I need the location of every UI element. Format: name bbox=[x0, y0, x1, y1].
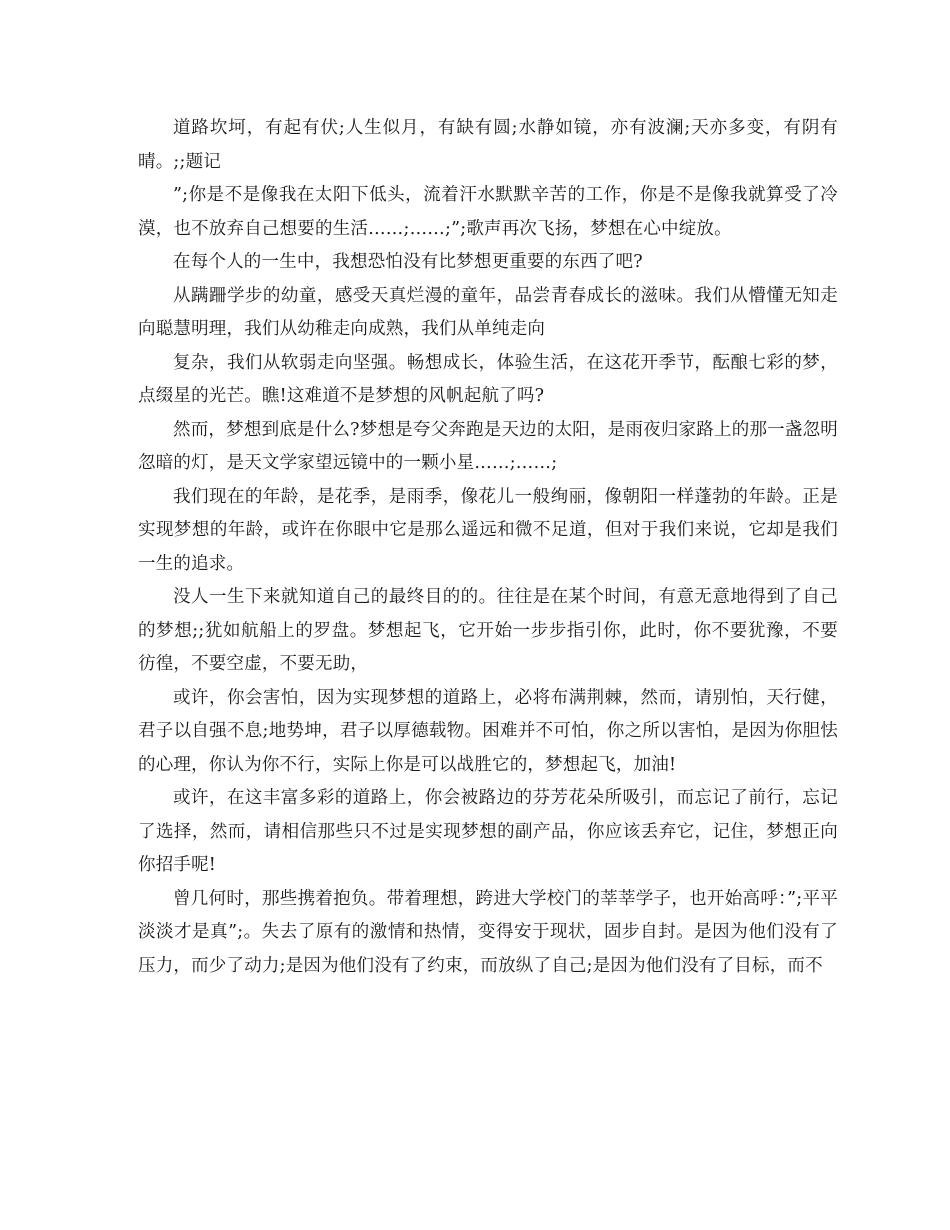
paragraph-5: 复杂，我们从软弱走向坚强。畅想成长，体验生活，在这花开季节，酝酿七彩的梦，点缀星的光芒。瞧!这难道不是梦想的风帆起航了吗? bbox=[138, 352, 838, 406]
paragraph-8: 没人一生下来就知道自己的最终目的的。往往是在某个时间，有意无意地得到了自己的梦想;;犹如航船上的罗盘。梦想起飞，它开始一步步指引你，此时，你不要犹豫，不要彷徨，不要空虚，不要无助， bbox=[138, 587, 838, 674]
paragraph-10: 或许，在这丰富多彩的道路上，你会被路边的芬芳花朵所吸引，而忘记了前行，忘记了选择，然而，请相信那些只不过是实现梦想的副产品，你应该丢弃它，记住，梦想正向你招手呢! bbox=[138, 788, 838, 875]
paragraph-4: 从蹒跚学步的幼童，感受天真烂漫的童年，品尝青春成长的滋味。我们从懵懂无知走向聪慧明理，我们从幼稚走向成熟，我们从单纯走向 bbox=[138, 285, 838, 339]
paragraph-1: 道路坎坷，有起有伏;人生似月，有缺有圆;水静如镜，亦有波澜;天亦多变，有阴有晴。;;题记 bbox=[138, 118, 838, 172]
paragraph-9: 或许，你会害怕，因为实现梦想的道路上，必将布满荆棘，然而，请别怕，天行健，君子以自强不息;地势坤，君子以厚德载物。困难并不可怕，你之所以害怕，是因为你胆怯的心理，你认为你不行，实际上你是可以战胜它的，梦想起飞，加油! bbox=[138, 687, 838, 775]
paragraph-6: 然而，梦想到底是什么?梦想是夸父奔跑是天边的太阳，是雨夜归家路上的那一盏忽明忽暗的灯，是天文学家望远镜中的一颗小星……;……; bbox=[138, 419, 838, 473]
paragraph-2: ”;你是不是像我在太阳下低头，流着汗水默默辛苦的工作，你是不是像我就算受了冷漠，也不放弃自己想要的生活……;……;”;歌声再次飞扬，梦想在心中绽放。 bbox=[138, 185, 838, 239]
essay-body bbox=[138, 112, 838, 983]
paragraph-7: 我们现在的年龄，是花季，是雨季，像花儿一般绚丽，像朝阳一样蓬勃的年龄。正是实现梦想的年龄，或许在你眼中它是那么遥远和微不足道，但对于我们来说，它却是我们一生的追求。 bbox=[138, 486, 838, 574]
paragraph-3: 在每个人的一生中，我想恐怕没有比梦想更重要的东西了吧? bbox=[173, 252, 643, 272]
paragraph-11: 曾几何时，那些携着抱负。带着理想，跨进大学校门的莘莘学子，也开始高呼：”;平平淡淡才是真”;。失去了原有的激情和热情，变得安于现状，固步自封。是因为他们没有了压力，而少了动力;是因为他们没有了约束，而放纵了自己;是因为他们没有了目标，而不 bbox=[138, 888, 838, 976]
